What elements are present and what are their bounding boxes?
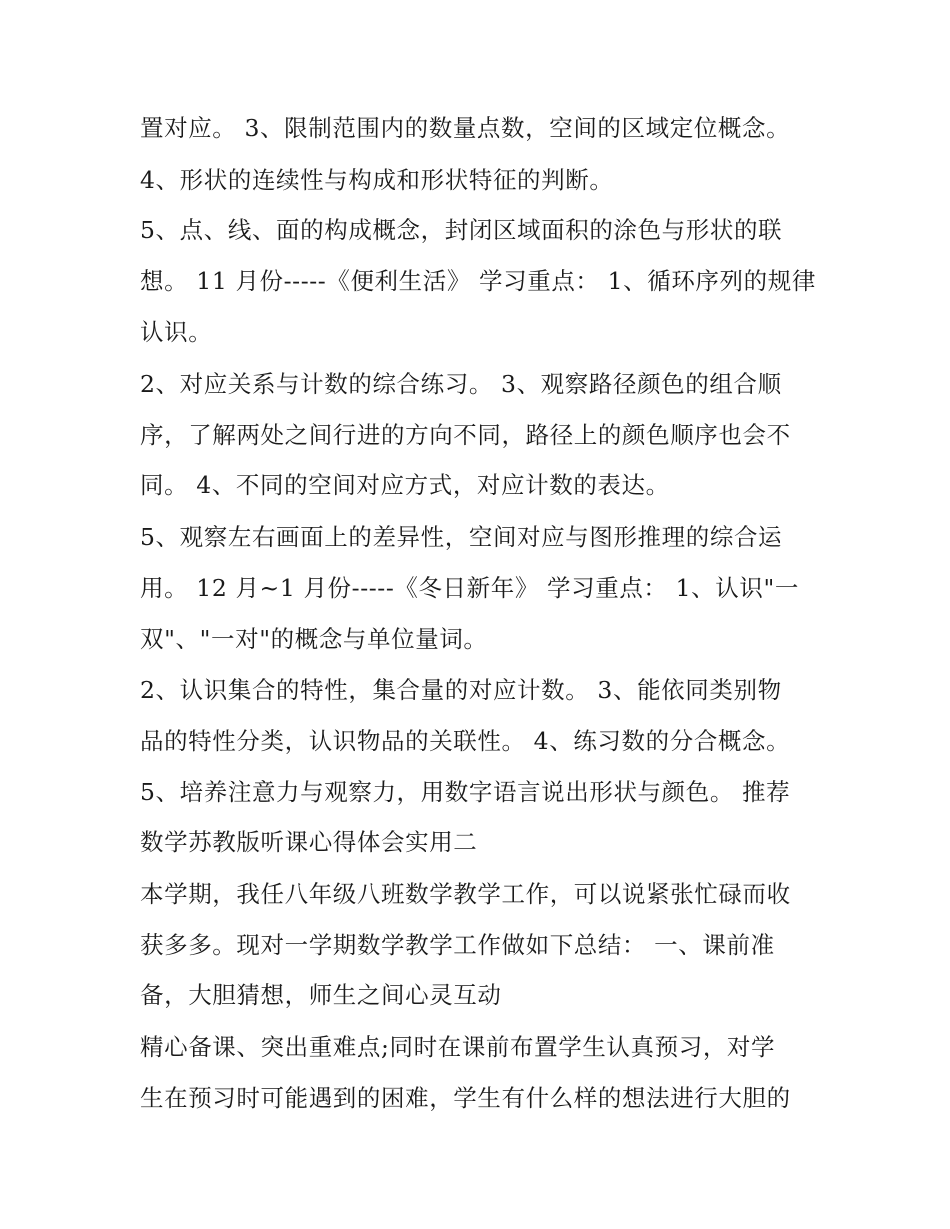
text-line: 想。 11 月份-----《便利生活》 学习重点： 1、循环序列的规律 <box>140 267 816 295</box>
text-line: 2、认识集合的特性，集合量的对应计数。 3、能依同类别物 <box>140 676 782 704</box>
text-line: 4、形状的连续性与构成和形状特征的判断。 <box>140 166 614 194</box>
text-line: 数学苏教版听课心得体会实用二 <box>140 828 478 856</box>
text-line: 序，了解两处之间行进的方向不同，路径上的颜色顺序也会不 <box>140 421 791 449</box>
text-line: 获多多。现对一学期数学教学工作做如下总结： 一、课前准 <box>140 931 775 959</box>
text-line: 5、培养注意力与观察力，用数字语言说出形状与颜色。 推荐 <box>140 778 791 806</box>
text-line: 置对应。 3、限制范围内的数量点数，空间的区域定位概念。 <box>140 114 791 142</box>
text-line: 同。 4、不同的空间对应方式，对应计数的表达。 <box>140 471 670 499</box>
text-line: 品的特性分类，认识物品的关联性。 4、练习数的分合概念。 <box>140 727 791 755</box>
text-line: 备，大胆猜想，师生之间心灵互动 <box>140 981 502 1009</box>
text-line: 5、观察左右画面上的差异性，空间对应与图形推理的综合运 <box>140 523 783 551</box>
text-line: 精心备课、突出重难点;同时在课前布置学生认真预习，对学 <box>140 1033 776 1061</box>
text-line: 本学期，我任八年级八班数学教学工作，可以说紧张忙碌而收 <box>140 880 791 908</box>
text-line: 用。 12 月~1 月份-----《冬日新年》 学习重点： 1、认识"一 <box>140 574 799 602</box>
text-line: 生在预习时可能遇到的困难，学生有什么样的想法进行大胆的 <box>140 1084 791 1112</box>
text-line: 认识。 <box>140 318 213 346</box>
text-line: 2、对应关系与计数的综合练习。 3、观察路径颜色的组合顺 <box>140 370 782 398</box>
text-line: 5、点、线、面的构成概念，封闭区域面积的涂色与形状的联 <box>140 216 783 244</box>
text-line: 双"、"一对"的概念与单位量词。 <box>140 625 488 653</box>
